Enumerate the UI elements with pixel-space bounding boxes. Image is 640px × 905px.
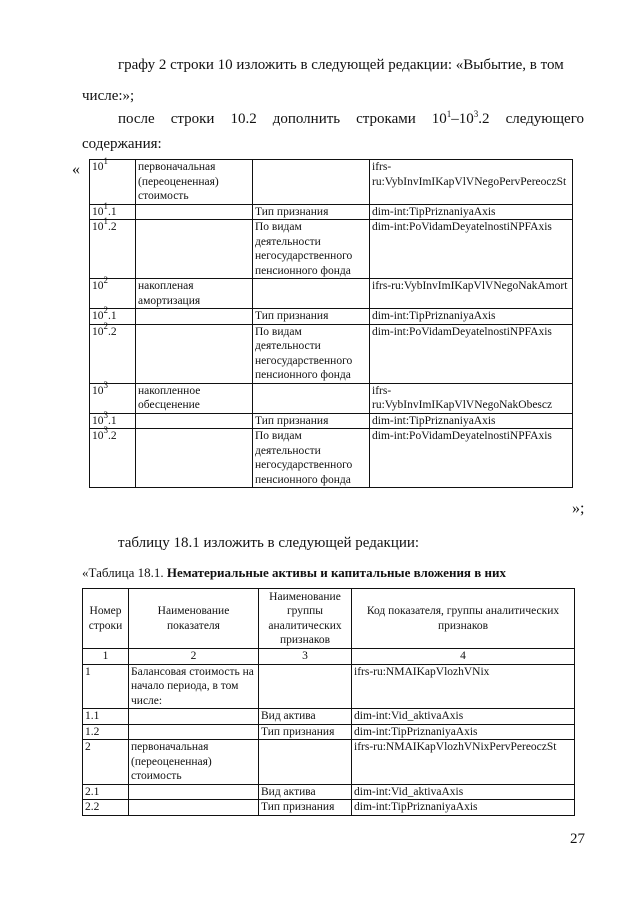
row-number-cell: [90, 200, 136, 220]
row-number-tail: .1: [108, 205, 117, 218]
row-number-sup: 3: [103, 425, 108, 435]
group-name-cell: Вид актива: [259, 784, 352, 800]
group-name-cell: Тип признания: [253, 309, 370, 325]
table-row: [90, 204, 573, 220]
row-number-tail: .2: [108, 221, 117, 233]
table-title: [82, 564, 506, 582]
indicator-name-cell: [136, 429, 253, 488]
code-cell: dim-int:Vid_aktivaAxis: [352, 709, 575, 725]
row-number-base: 10: [92, 310, 104, 322]
col-number: 3: [259, 649, 352, 665]
row-number-sup: 1: [103, 156, 108, 166]
group-name-cell: [253, 383, 370, 413]
indicator-name-cell: [136, 220, 253, 279]
indicator-name-cell: [129, 784, 259, 800]
row-number-cell: [90, 320, 136, 383]
code-cell: dim-int:TipPriznaniyaAxis: [352, 724, 575, 740]
code-cell: dim-int:Vid_aktivaAxis: [352, 784, 575, 800]
row-number-cell: 2.2: [83, 800, 129, 816]
close-quote: »;: [572, 500, 585, 517]
header-row-number: Номер строки: [83, 589, 129, 649]
col-number: 4: [352, 649, 575, 665]
para2-word: строки: [170, 111, 215, 127]
para2-word: строками: [356, 111, 416, 127]
code-cell: dim-int:PoVidamDeyatelnostiNPFAxis: [370, 324, 573, 383]
row-number-base: 10: [92, 325, 104, 338]
table-row: [83, 784, 575, 800]
group-name-cell: По видам деятельности негосударственного пенсионного фонда: [253, 429, 370, 488]
indicator-name-cell: [136, 413, 253, 429]
row-number-sup: 1: [103, 216, 108, 226]
group-name-cell: Тип признания: [253, 413, 370, 429]
row-number-sup: 3: [103, 409, 108, 420]
row-number-base: 10: [92, 414, 104, 427]
group-name-cell: Тип признания: [259, 800, 352, 816]
code-cell: ifrs-ru:VybInvImIKapVlVNegoPervPereoczSt: [370, 160, 573, 205]
row-number-cell: 2: [83, 740, 129, 785]
col-number: 2: [129, 649, 259, 665]
indicator-name-cell: [136, 204, 253, 220]
table-row: [90, 279, 573, 309]
row-number-base: 10: [92, 205, 104, 218]
table-title-bold: Нематериальные активы и капитальные вложения в них: [166, 565, 506, 580]
indicator-name-cell: [129, 800, 259, 816]
row-number-cell: [90, 156, 136, 205]
indicator-name-cell: накопленное обесценение: [136, 383, 253, 413]
code-cell: dim-int:TipPriznaniyaAxis: [370, 309, 573, 325]
row-number-cell: [90, 409, 136, 429]
row-number-cell: [90, 275, 136, 309]
group-name-cell: [253, 160, 370, 205]
group-name-cell: [259, 740, 352, 785]
row-range: $10^1-10^3.2$: [431, 109, 490, 127]
row-number-cell: [90, 379, 136, 413]
indicator-name-cell: [136, 324, 253, 383]
para1-line1: графу 2 строки 10 изложить в следующей редакции: «Выбытие, в том: [118, 57, 564, 73]
group-name-cell: Тип признания: [259, 724, 352, 740]
row-number-base: 10: [92, 280, 104, 292]
code-cell: ifrs-ru:NMAIKapVlozhVNix: [352, 664, 575, 709]
header-group-name: Наименование группы аналитических признаков: [259, 589, 352, 649]
row-number-sup: 2: [103, 275, 108, 285]
row-number-sup: 3: [103, 379, 108, 390]
para2-line1: [118, 110, 584, 128]
row-number-cell: 1.1: [83, 709, 129, 725]
group-name-cell: Тип признания: [253, 204, 370, 220]
row-number-cell: 2.1: [83, 784, 129, 800]
table-row: [83, 800, 575, 816]
indicator-name-cell: Балансовая стоимость на начало периода, в том числе:: [129, 664, 259, 709]
row-number-sup: 1: [103, 200, 108, 211]
para2-word: дополнить: [272, 111, 341, 127]
indicator-name-cell: первоначальная (переоцененная) стоимость: [136, 160, 253, 205]
para2-word: после: [118, 111, 155, 127]
row-number-cell: 1.2: [83, 724, 129, 740]
page-number: 27: [570, 831, 585, 847]
code-cell: ifrs-ru:VybInvImIKapVlVNegoNakAmort: [370, 279, 573, 309]
table-row: [90, 309, 573, 325]
indicator-name-cell: [129, 724, 259, 740]
table-row: [90, 429, 573, 488]
indicator-name-cell: [129, 709, 259, 725]
row-number-base: 10: [92, 384, 104, 397]
table-row: [90, 220, 573, 279]
indicator-name-cell: [136, 309, 253, 325]
row-number-cell: [90, 216, 136, 279]
indicator-name-cell: первоначальная (переоцененная) стоимость: [129, 740, 259, 785]
code-cell: ifrs-ru:NMAIKapVlozhVNixPervPereoczSt: [352, 740, 575, 785]
para2-word: следующего: [505, 111, 584, 127]
row-number-cell: 1: [83, 664, 129, 709]
para1-line2: числе:»;: [82, 88, 135, 104]
table-row: [90, 413, 573, 429]
group-name-cell: [253, 279, 370, 309]
table-row: [90, 160, 573, 205]
indicator-name-cell: накопленая амортизация: [136, 279, 253, 309]
code-cell: dim-int:PoVidamDeyatelnostiNPFAxis: [370, 429, 573, 488]
table-row: [83, 709, 575, 725]
col-number: 1: [83, 649, 129, 665]
table-row: [83, 740, 575, 785]
group-name-cell: По видам деятельности негосударственного пенсионного фонда: [253, 324, 370, 383]
group-name-cell: [259, 664, 352, 709]
code-cell: dim-int:TipPriznaniyaAxis: [370, 204, 573, 220]
code-cell: dim-int:TipPriznaniyaAxis: [352, 800, 575, 816]
table-row: [83, 664, 575, 709]
row-number-tail: .1: [108, 310, 117, 322]
table-18-1: [82, 588, 575, 816]
table-row: [90, 383, 573, 413]
rows-table: [89, 156, 573, 488]
para2-line2: содержания:: [82, 136, 162, 152]
row-number-tail: .1: [108, 414, 117, 427]
row-number-base: 10: [92, 430, 104, 442]
para2-word: 10.2: [230, 111, 257, 127]
row-number-cell: [90, 305, 136, 325]
row-number-sup: 2: [103, 320, 108, 331]
row-number-sup: 2: [103, 305, 108, 315]
open-quote: «: [72, 161, 80, 178]
para3: таблицу 18.1 изложить в следующей редакции:: [118, 535, 420, 551]
table-row: [83, 724, 575, 740]
row-number-tail: .2: [108, 430, 117, 442]
code-cell: dim-int:PoVidamDeyatelnostiNPFAxis: [370, 220, 573, 279]
row-number-tail: .2: [108, 325, 117, 338]
code-cell: dim-int:TipPriznaniyaAxis: [370, 413, 573, 429]
header-code: Код показателя, группы аналитических признаков: [352, 589, 575, 649]
code-cell: ifrs-ru:VybInvImIKapVlVNegoNakObescz: [370, 383, 573, 413]
row-number-base: 10: [92, 221, 104, 233]
table-row: [90, 324, 573, 383]
group-name-cell: Вид актива: [259, 709, 352, 725]
group-name-cell: По видам деятельности негосударственного пенсионного фонда: [253, 220, 370, 279]
row-number-cell: [90, 425, 136, 488]
table-title-prefix: «Таблица 18.1.: [82, 565, 164, 580]
header-indicator-name: Наименование показателя: [129, 589, 259, 649]
row-number-base: 10: [92, 161, 104, 173]
